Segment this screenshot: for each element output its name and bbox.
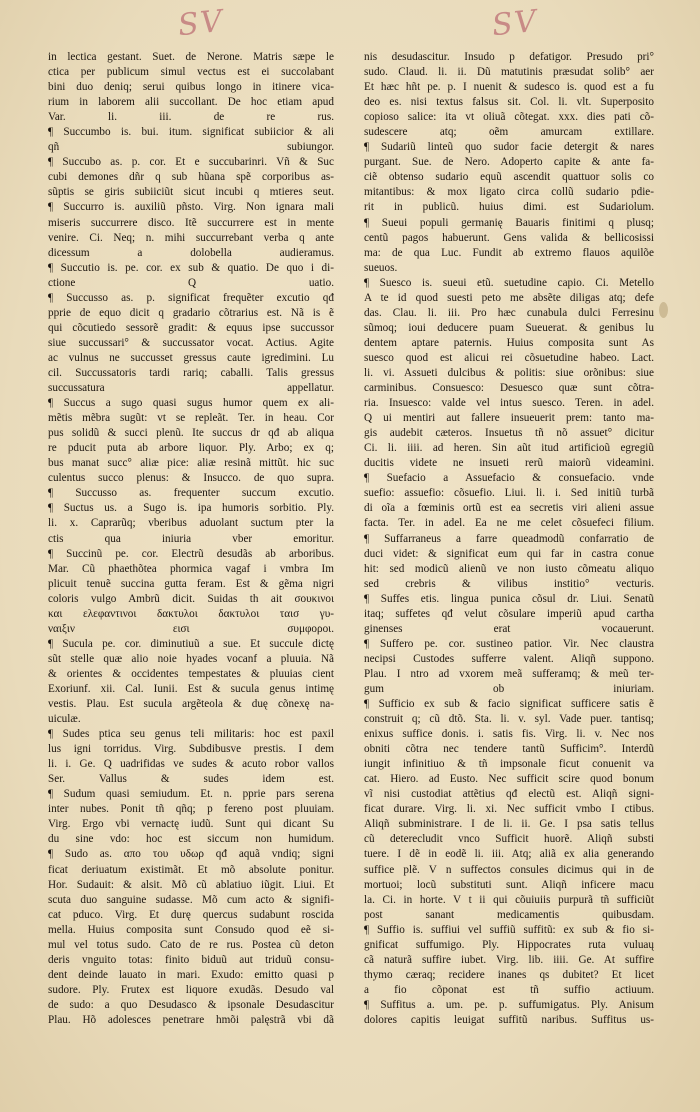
text-line: ¶ Succubo as. p. cor. Et e succubarinri. Vñ & Suc [48, 156, 334, 169]
text-line: suefio: assuefio: cõsuefio. Liui. li. i. Sed initiũ turbã [364, 487, 654, 500]
text-line: ¶ Sudariũ linteũ quo sudor facie detergit & nares [364, 141, 654, 154]
text-line: Virg. Ergo vbi vernactę iudũ. Sunt qui dicant Su [48, 818, 334, 831]
text-line: inter nubes. Ponit tñ qñq; p fereno post pluuiam. [48, 803, 334, 816]
text-line: lus igni torridus. Virg. Subdibusve prestis. I dem [48, 743, 334, 756]
text-line: succussatura appellatur. [48, 382, 334, 395]
right-text-column [364, 50, 654, 1028]
text-line: enixus suffice donis. i. satis fis. Virg. li. v. Nec nos [364, 728, 654, 741]
text-line: ctica per publicum simul vectus est ei succolabant [48, 66, 334, 79]
text-line: cã naturã suffire iubet. Virg. lib. iiii. Ge. At suffire [364, 953, 654, 966]
text-line: ciẽ obtenso sudario equũ ascendit quattuor solis co [364, 171, 654, 184]
text-line: mẽtis mẽbra sugũt: vt se repleãt. Ter. in heau. Cor [48, 412, 334, 425]
text-line: cubi demones dñr q sub hũana spẽ corporibus as- [48, 171, 334, 184]
text-line: gum ob iniuriam. [364, 682, 654, 695]
text-line: dicessum a dolobella audieramus. [48, 246, 334, 259]
text-line: ¶ Sudo as. απο του υδωρ qđ aquã vndiq; signi [48, 848, 334, 861]
text-line: Q ui mentiri aut fallere insueuerit prem: tanto ma- [364, 412, 654, 425]
text-line: das. Clau. li. iii. Pro hæc cunabula dulci Ferresinu [364, 306, 654, 319]
text-line: tuere. I dẽ in eodẽ li. iii. Atq; aliã ex alia generando [364, 848, 654, 861]
text-line: dolores capitis leuigat suffitũ naribus. Suffitus us- [364, 1014, 654, 1026]
text-line: pprie de equo dicit q gradario cõtrarius est. Nã is ẽ [48, 306, 334, 319]
text-line: ¶ Sucula pe. cor. diminutiuũ a sue. Et succule dictę [48, 637, 334, 650]
text-line: ¶ Suffes etis. lingua punica cõsul dr. Liui. Senatũ [364, 592, 654, 605]
text-line: obniti cõtra nec tendere tantũ Sufficim°. Interdũ [364, 743, 654, 756]
text-line: ficat durare. Virg. li. xi. Nec sufficit vmbo I ctibus. [364, 803, 654, 816]
text-line: ducitis videte ne insueti rerũ maiorũ videamini. [364, 457, 654, 470]
text-line: sueuos. [364, 261, 398, 274]
text-line: vĩ nisi custodiat attẽtius qđ electũ est. Aliqñ signi- [364, 788, 654, 801]
text-line: Exoriunf. xii. Cal. Iunii. Est & sucula genus intimę [48, 682, 334, 695]
text-line: pus solidũ & succi plenũ. Ite succus dr qđ ab aliqua [48, 427, 334, 440]
text-line: ¶ Succutio is. pe. cor. ex sub & quatio. De quo i di- [48, 261, 334, 274]
text-line: sũt stelle quæ alio noie hyades vocanf a pluuia. Nã [48, 652, 334, 665]
text-line: uiculæ. [48, 713, 81, 726]
text-line: ¶ Suesco is. sueui etũ. suetudine capio. Ci. Metello [364, 276, 654, 289]
text-line: Ser. Vallus & sudes idem est. [48, 773, 334, 786]
text-line: ¶ Succinũ pe. cor. Electrũ desudãs ab arboribus. [48, 547, 334, 560]
text-line: li. i. Ge. Q uadrifidas ve sudes & acuto robor vallos [48, 758, 334, 771]
text-line: coloris vulgo Ambrũ dicit. Suidas th ait σουκινοι [48, 592, 334, 605]
text-line: ¶ Succusso as. frequenter succum excutio. [48, 487, 334, 500]
text-line: ¶ Succus a sugo quasi sugus humor quem ex ali- [48, 397, 334, 410]
text-line: ma: de qua Luc. Fundit ab extremo flauos aquilõe [364, 246, 654, 259]
text-line: nis desudascitur. Insudo p defatigor. Presudo pri° [364, 51, 654, 63]
page-hole [659, 302, 668, 318]
text-line: ¶ Suffero pe. cor. sustineo patior. Vir. Nec claustra [364, 637, 654, 650]
text-line: & orientes & occidentes tempestates & pluuias cient [48, 667, 334, 680]
header-mark-right: SV [490, 3, 540, 44]
text-line: bini duo deniq; serui quibus longo in itinere vica- [48, 81, 334, 94]
text-line: Plau. Hõ adolesces penetrare hmõi palęstrã vbi dã [48, 1014, 334, 1026]
text-line: sudescere atq; oẽm amurcam extillare. [364, 126, 654, 139]
text-line: mortuoi; locũ substituti sunt. Aliqñ inficere macu [364, 878, 654, 891]
text-line: qui cõcutiedo sessorẽ gradit: & equus ipse succussor [48, 321, 334, 334]
text-line: facta. Ter. in adel. Ea ne me celet cõsuefeci filium. [364, 517, 654, 530]
text-line: post sanant medicamentis quibusdam. [364, 908, 654, 921]
text-line: sũptis se giris subiiciũt sicut incubi q mtieres seut. [48, 186, 334, 199]
text-line: a fio cõponat est tñ suffio actiuum. [364, 983, 654, 996]
text-line: purgant. Sue. de Nero. Adoperto capite & ante fa- [364, 156, 654, 169]
text-line: li. vi. Assueti dulcibus & politis: siue orõnibus: siue [364, 366, 654, 379]
text-line: ¶ Suffio is. suffiui vel suffiũ suffitũ: ex sub & fio si- [364, 923, 654, 936]
text-line: cat. Hiero. ad Eusto. Nec sufficit scire quod bonum [364, 773, 654, 786]
text-line: ficat deriuatum existimãt. Et mõ absolute ponitur. [48, 863, 334, 876]
text-line: scuta duo sanguine sudasse. Mõ cum acto & signifi- [48, 893, 334, 906]
text-line: ¶ Sufficio ex sub & facio significat sufficere satis ẽ [364, 698, 654, 711]
text-line: qñ subiungor. [48, 141, 334, 154]
left-text-column [48, 50, 334, 1028]
text-line: Plau. I ntro ad vxorem meã sufferamq; & meũ ter- [364, 667, 654, 680]
text-line: Mar. Cũ phaethõtea phormica vagaf i vmbra Im [48, 562, 334, 575]
text-line: li. x. Caprarũq; vberibus aduolant suctum pter la [48, 517, 334, 530]
text-line: ¶ Suctus us. a Sugo is. ipa humoris sorbitio. Ply. [48, 502, 334, 515]
text-line: ctione Q uatio. [48, 276, 334, 289]
text-line: ginenses erat vocauerunt. [364, 622, 654, 635]
text-line: ¶ Suffitus a. um. pe. p. suffumigatus. Ply. Anisum [364, 998, 654, 1011]
text-line: hit: sed modicũ alienũ ve non iusto cõmeatu aliquo [364, 562, 654, 575]
text-line: Et hæc hñt pe. p. I nuenit & sudesco is. quod est a fu [364, 81, 654, 94]
text-line: dent deinde lauato in mari. Exudo: emitto quasi p [48, 968, 334, 981]
text-line: copioso salice: ita vt oliuã cõtegat. xxx. dies pati cõ- [364, 111, 654, 124]
text-line: ¶ Succumbo is. bui. itum. significat subiicior & ali [48, 126, 334, 139]
text-line: ¶ Suefacio a Assuefacio & consuefacio. vnde [364, 472, 654, 485]
text-line: Hor. Sudauit: & alsit. Mõ cũ ablatiuo iũgit. Liui. Et [48, 878, 334, 891]
text-line: plicuit tenuẽ succina gutta feram. Est & gẽma nigri [48, 577, 334, 590]
text-line: mitantibus: & mox ligato circa collũ sudario pdie- [364, 186, 654, 199]
text-line: de sudo: a quo Desudasco & ipsonale Desudascitur [48, 998, 334, 1011]
text-line: suesco quod est alicui rei cõsuetudine habeo. Lact. [364, 351, 654, 364]
text-line: mul vel totus sudo. Cato de re rus. Postea cũ deton [48, 938, 334, 951]
text-line: ¶ Sudes ptica seu genus teli militaris: hoc est paxil [48, 728, 334, 741]
text-line: sed crebris & vilibus institio° vecturis. [364, 577, 654, 590]
text-line: carminibus. Consuesco: Desuesco quæ sunt cõtra- [364, 382, 654, 395]
text-line: suffice plẽ. V n suffectos consules dicimus qui in de [364, 863, 654, 876]
text-line: ¶ Sueui populi germanię Bauaris finitimi q plusq; [364, 216, 654, 229]
text-line: du sine vdo: hoc est siccum non humidum. [48, 833, 334, 846]
text-line: ria. Insuesco: valde vel intus suesco. Teren. in adel. [364, 397, 654, 410]
text-line: iungit infinitiuo & tñ impsonale ficut conuenit va [364, 758, 654, 771]
text-line: duci videt: & significat eum qui far in castra conue [364, 547, 654, 560]
text-line: thymo cæraq; recidere inanes qs dubitet? Et licet [364, 968, 654, 981]
text-line: cũ deterecludit vnco Sufficit huorẽ. Aliqñ substi [364, 833, 654, 846]
header-mark-left: SV [176, 3, 226, 44]
text-line: itaq; suffetes qđ velut cõsulare imperiũ apud cartha [364, 607, 654, 620]
text-line: necipsi Custodes sufferre valent. Aliqñ suppono. [364, 652, 654, 665]
text-line: mella. Huius composita sunt Consudo quod eẽ si- [48, 923, 334, 936]
text-line: deo es. nisi textus falsus sit. Col. li. vlt. Superposito [364, 96, 654, 109]
text-line: vestis. Plau. Est sucula argẽteola & duę cõnexę na- [48, 698, 334, 711]
text-line: sũmoq; ioui deducere puam Sueuerat. & genibus lu [364, 321, 654, 334]
text-line: centũ pagos habuerunt. Gens valida & bellicosissi [364, 231, 654, 244]
text-line: ctis qua iniuria vber emoritur. [48, 532, 334, 545]
text-line: cil. Succussatoris tardi rariq; caballi. Talis gressus [48, 366, 334, 379]
text-line: ¶ Suffarraneus a farre queadmodũ confarratio de [364, 532, 654, 545]
text-line: dentem aptare paternis. Huius composita sunt As [364, 336, 654, 349]
text-line: bus manat succ° aliæ pice: aliæ resinã mittũt. hic suc [48, 457, 334, 470]
text-line: culentus succo plenus: & Insucco. de quo supra. [48, 472, 334, 485]
text-line: A te id quod suesti peto me absẽte diligas atq; defe [364, 291, 654, 304]
text-line: miseris succurrere disco. Itẽ succurrere est in mente [48, 216, 334, 229]
text-line: cat pduco. Virg. Et durę quercus sudabunt roscida [48, 908, 334, 921]
text-line: ¶ Succurro is. auxiliũ pñsto. Virg. Non ignara mali [48, 201, 334, 214]
text-line: Ci. li. iiii. ad heren. Sin aũt itud artificioũ egregiũ [364, 442, 654, 455]
text-line: sudore. Ply. Frutex est liquore exudãs. Desudo val [48, 983, 334, 996]
text-line: in lectica gestant. Suet. de Nerone. Matris sæpe le [48, 51, 334, 63]
text-line: Var. li. iii. de re rus. [48, 111, 334, 124]
text-line: la. Ci. in horte. V t ii qui cõuiuiis purpurã tñ sufficiũt [364, 893, 654, 906]
text-line: gis audebit cæteros. Insuetus tñ nõ assuet° dicitur [364, 427, 654, 440]
text-line: rium in laborem alii succollant. De hoc etiam apud [48, 96, 334, 109]
text-line: ναιξιν εισι συμφοροι. [48, 622, 334, 635]
text-line: venire. Ci. Neq; n. mihi succurrebant verba q ante [48, 231, 334, 244]
text-line: re pducit puta ab arbore liquor. Ply. Arbo; ex q; [48, 442, 334, 455]
text-line: sudo. Claud. li. ii. Dũ matutinis præsudat solib° aer [364, 66, 654, 79]
text-line: ¶ Succusso as. p. significat frequẽter excutio qđ [48, 291, 334, 304]
text-line: και ελεφαντινοι δακτυλοι δακτυλοι ταισ γυ- [48, 607, 334, 620]
text-line: gnificat suffumigo. Ply. Hippocrates ruta vuluaų [364, 938, 654, 951]
text-line: di oĩa a fœminis ortũ est ea secretis viri alieni assue [364, 502, 654, 515]
text-line: deris vnguito totas: finito biduũ aut triduũ consu- [48, 953, 334, 966]
text-line: ac vulnus ne succusset gressus caute igredimini. Lu [48, 351, 334, 364]
text-line: construit q; cũ dtõ. Sta. li. v. syl. Vade puer. tantisq; [364, 713, 654, 726]
text-line: ¶ Sudum quasi semiudum. Et. n. pprie pars serena [48, 788, 334, 801]
text-line: rit in publicũ. huius dimi. est Sudariolum. [364, 201, 654, 214]
text-line: Aliqñ subministrare. I de li. ii. Ge. I psa satis tellus [364, 818, 654, 831]
text-line: siue succussari° & succussator vocat. Actius. Agite [48, 336, 334, 349]
